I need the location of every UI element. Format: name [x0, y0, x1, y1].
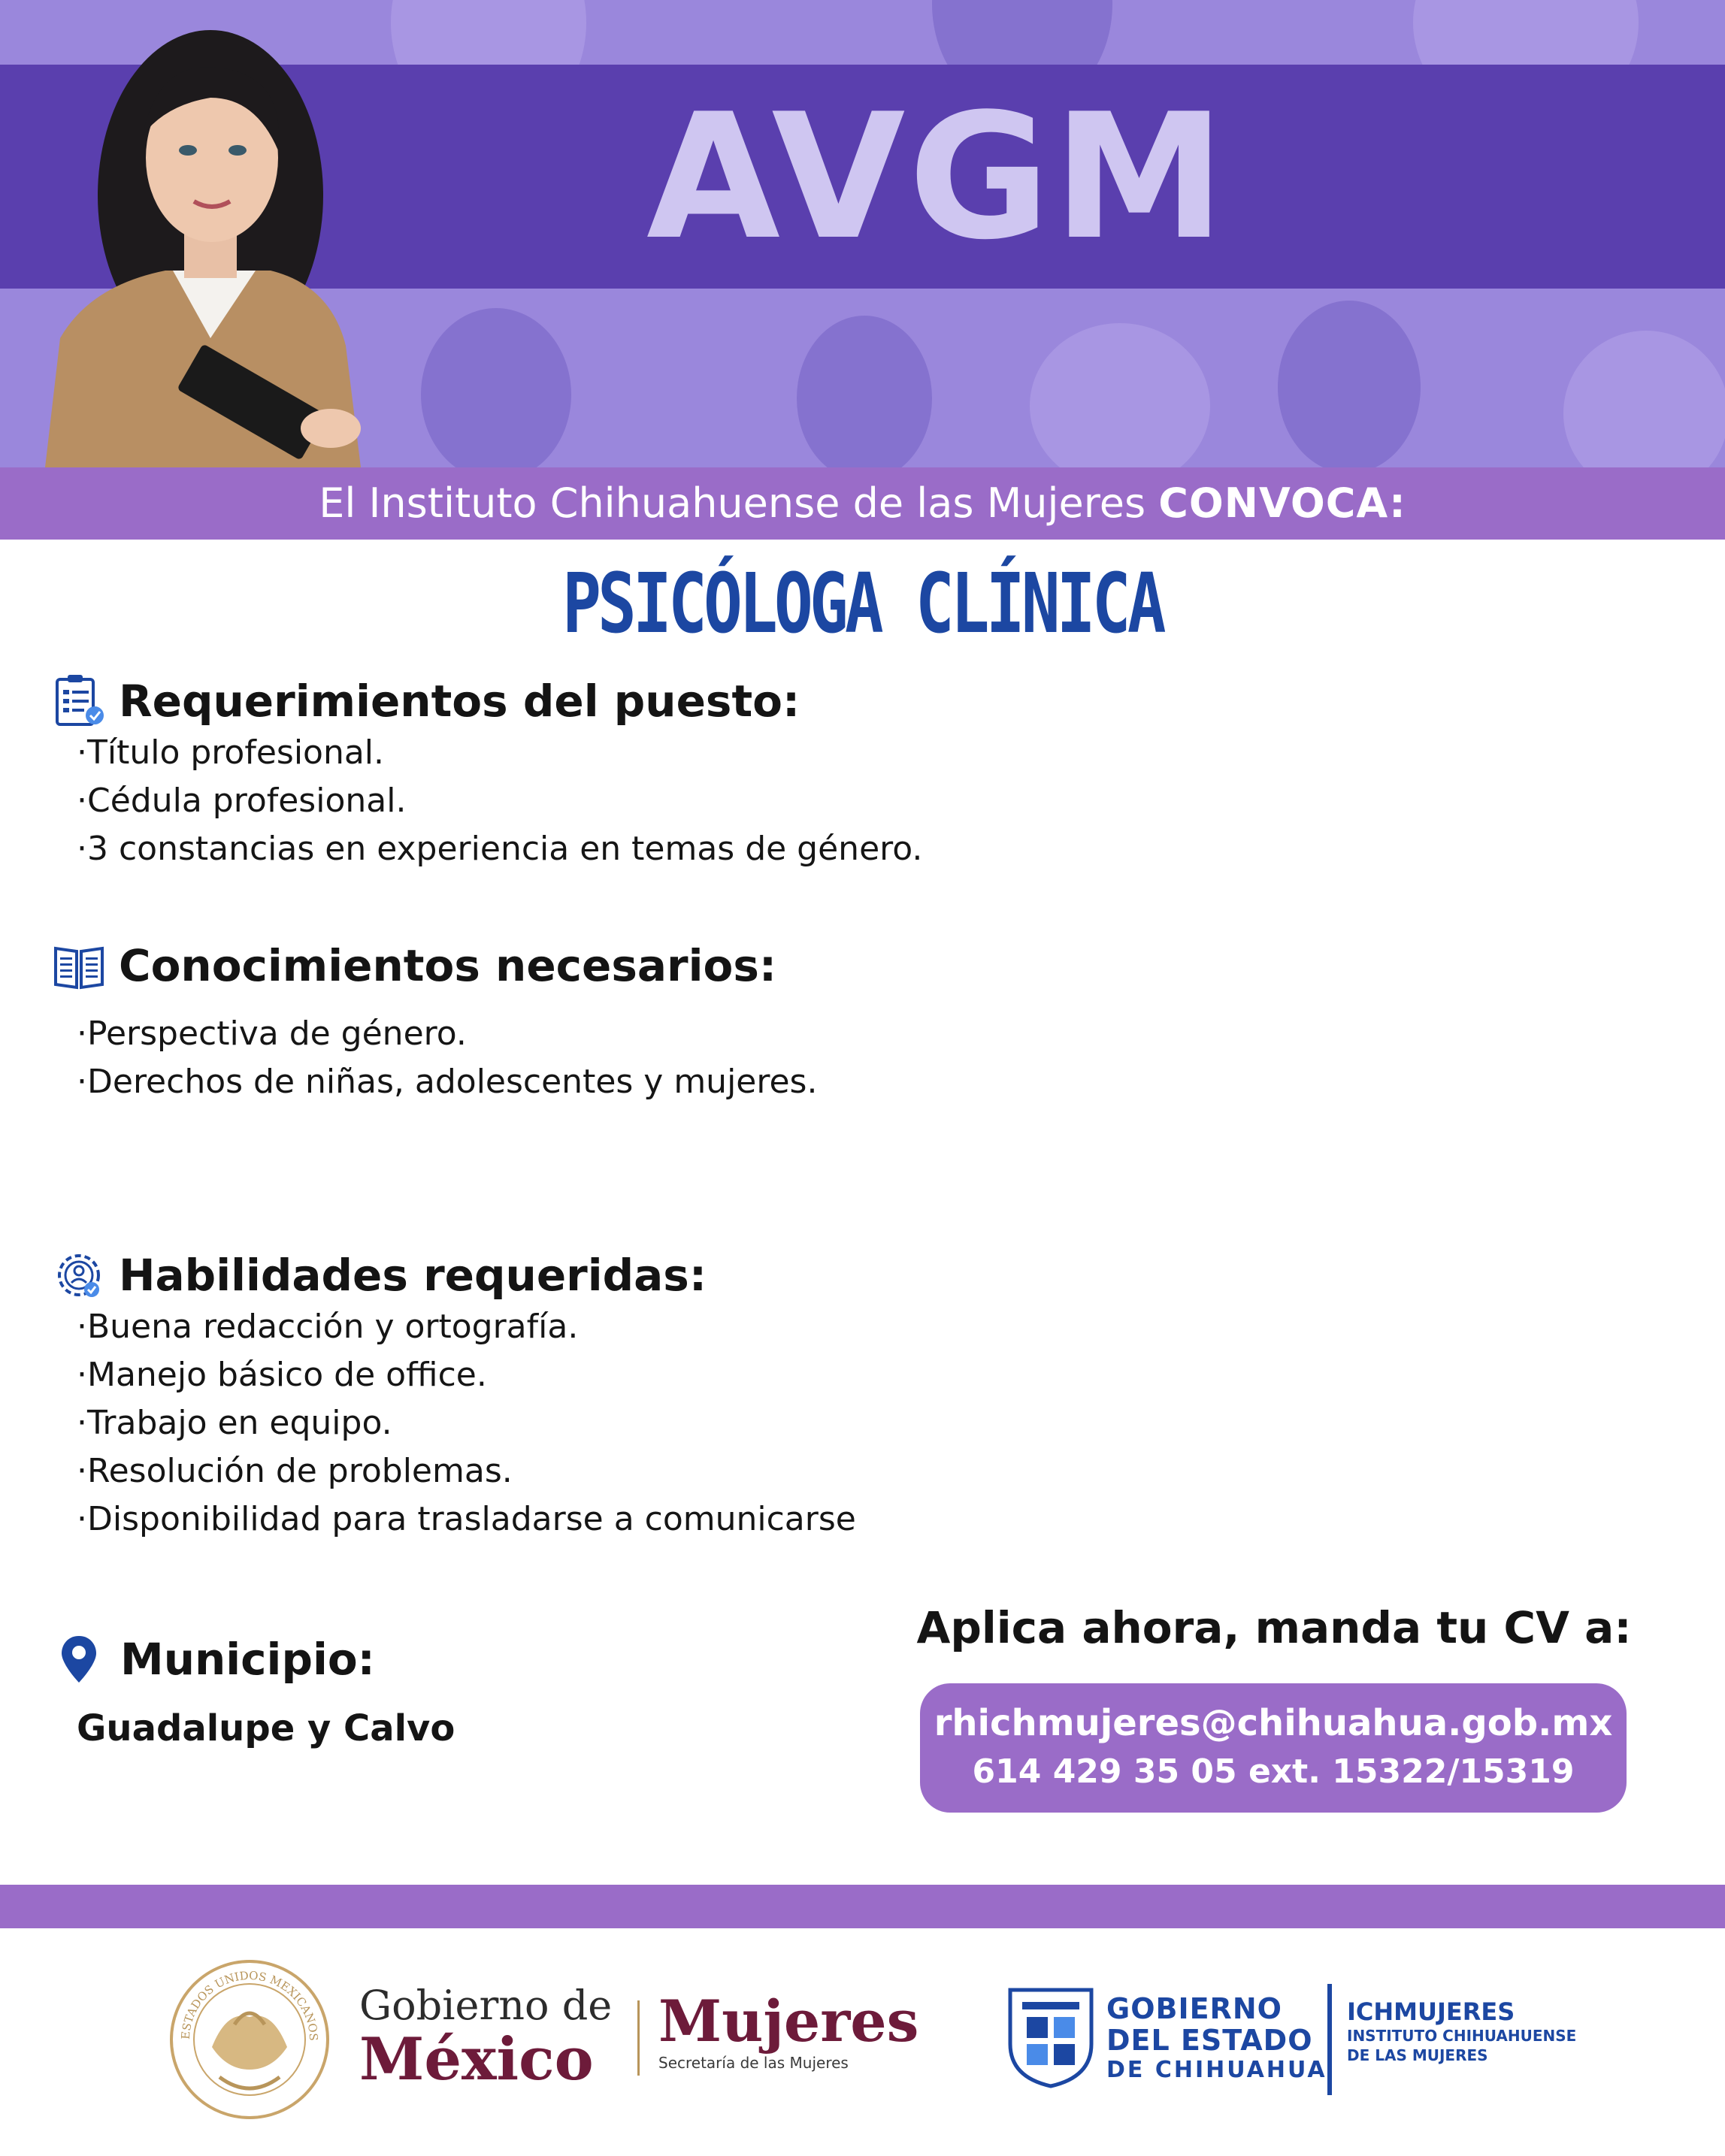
open-book-icon — [51, 938, 107, 993]
list-item: ·Manejo básico de office. — [77, 1356, 487, 1394]
section-header — [51, 1247, 856, 1303]
convoca-strong: CONVOCA: — [1158, 479, 1406, 527]
municipio-block — [51, 1629, 455, 1749]
list-item: ·Perspectiva de género. — [77, 1014, 467, 1053]
section-heading: Requerimientos del puesto: — [119, 676, 800, 727]
gobierno-de-text: Gobierno de — [359, 1982, 613, 2029]
gobierno-text: GOBIERNO — [1106, 1992, 1282, 2025]
list-item: ·3 constancias en experiencia en temas de género. — [77, 830, 923, 868]
mexico-text: México — [359, 2025, 594, 2094]
list-item: ·Título profesional. — [77, 733, 385, 772]
gobierno-mexico-logo — [359, 1984, 612, 2092]
convoca-text: El Instituto Chihuahuense de las Mujeres — [319, 479, 1159, 527]
contact-phone[interactable]: 614 429 35 05 ext. 15322/15319 — [972, 1752, 1575, 1791]
job-title: PSICÓLOGA CLÍNICA — [562, 555, 1163, 652]
footer-divider-bar — [0, 1885, 1725, 1928]
background-silhouette — [421, 308, 571, 467]
list-item: ·Resolución de problemas. — [77, 1452, 513, 1490]
list-item: ·Buena redacción y ortografía. — [77, 1308, 579, 1346]
section-conocimientos — [51, 938, 817, 1106]
mexico-seal-logo — [167, 1957, 332, 2122]
section-header — [51, 938, 817, 993]
section-requerimientos — [51, 673, 922, 873]
logo-divider — [637, 2000, 640, 2076]
list-item: ·Disponibilidad para trasladarse a comunicarse — [77, 1500, 856, 1538]
logo-divider — [1327, 1984, 1332, 2095]
ichmujeres-subtitle: DE LAS MUJERES — [1347, 2046, 1488, 2064]
background-silhouette — [1563, 331, 1725, 467]
section-heading: Conocimientos necesarios: — [119, 940, 777, 991]
background-silhouette — [1278, 301, 1421, 467]
list-item: ·Trabajo en equipo. — [77, 1404, 392, 1442]
portrait-photo — [30, 23, 361, 467]
section-header — [51, 1629, 375, 1689]
municipio-value: Guadalupe y Calvo — [77, 1707, 455, 1749]
background-silhouette — [1030, 323, 1210, 467]
background-silhouette — [797, 316, 932, 467]
list-item: ·Derechos de niñas, adolescentes y mujeres. — [77, 1063, 818, 1101]
municipio-heading: Municipio: — [120, 1634, 375, 1685]
gobierno-chihuahua-logo — [1106, 1993, 1327, 2085]
list-item: ·Cédula profesional. — [77, 782, 407, 820]
del-estado-text: DEL ESTADO — [1106, 2024, 1313, 2057]
ichmujeres-logo — [1347, 1997, 1576, 2065]
location-pin-icon — [51, 1631, 107, 1687]
ichmujeres-title: ICHMUJERES — [1347, 1997, 1515, 2026]
skills-list — [51, 1303, 856, 1544]
gear-person-icon — [51, 1247, 107, 1303]
de-chihuahua-text: DE CHIHUAHUA — [1106, 2057, 1327, 2083]
header-banner — [0, 0, 1725, 467]
secretaria-mujeres-logo — [658, 1990, 918, 2073]
section-habilidades — [51, 1247, 856, 1544]
convoca-bar — [0, 467, 1725, 540]
ichmujeres-subtitle: INSTITUTO CHIHUAHUENSE — [1347, 2027, 1577, 2045]
clipboard-checklist-icon — [51, 673, 107, 729]
apply-heading: Aplica ahora, manda tu CV a: — [916, 1602, 1632, 1653]
mujeres-text: Mujeres — [658, 1988, 919, 2055]
seal-arc-text: ESTADOS UNIDOS MEXICANOS — [178, 1968, 321, 2042]
knowledge-list — [51, 1010, 817, 1106]
contact-box — [920, 1683, 1627, 1813]
contact-email-link[interactable]: rhichmujeres@chihuahua.gob.mx — [934, 1702, 1613, 1744]
chihuahua-shield-logo — [1004, 1984, 1097, 2089]
section-header — [51, 673, 922, 729]
hero-title: AVGM — [646, 77, 1229, 278]
requirements-list — [51, 729, 922, 873]
mujeres-subtitle: Secretaría de las Mujeres — [658, 2054, 849, 2072]
section-heading: Habilidades requeridas: — [119, 1250, 707, 1301]
